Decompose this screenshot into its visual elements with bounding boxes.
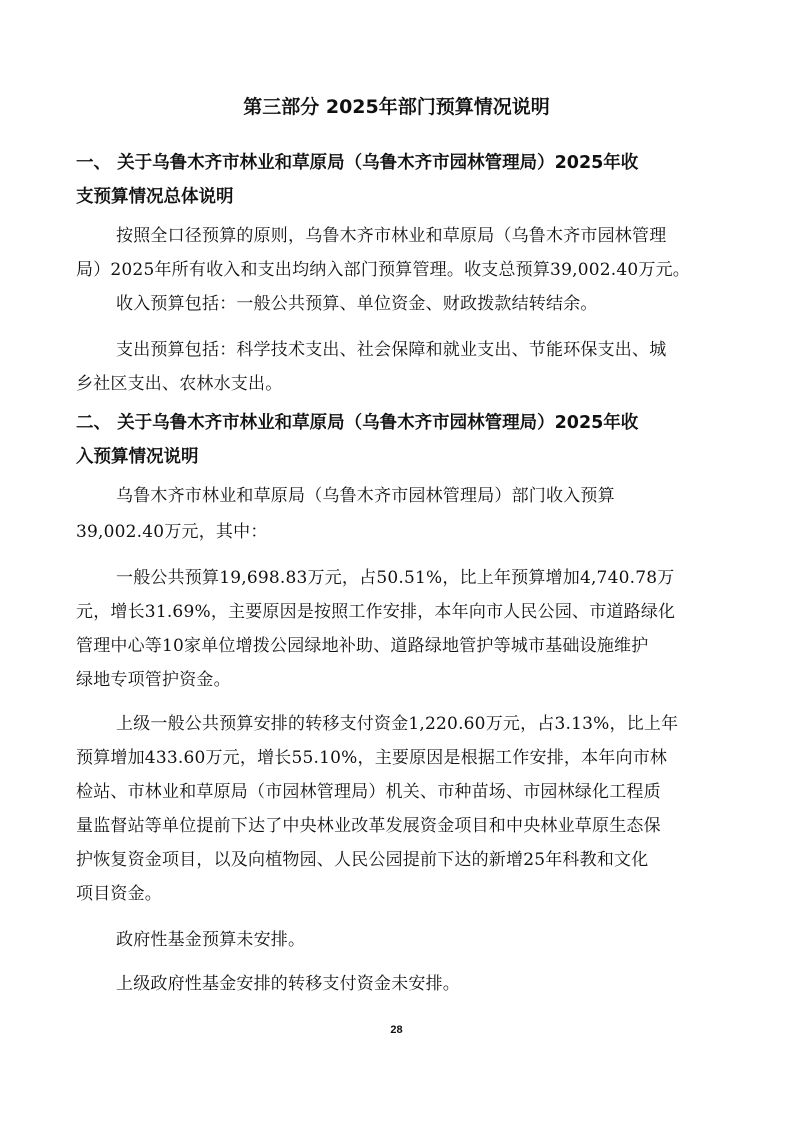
paragraph-line: 一般公共预算19,698.83万元，占50.51%，比上年预算增加4,740.78万 — [116, 568, 675, 588]
paragraph-line: 检站、市林业和草原局（市园林管理局）机关、市种苗场、市园林绿化工程质 — [76, 782, 661, 802]
paragraph-line: 支出预算包括：科学技术支出、社会保障和就业支出、节能环保支出、城 — [116, 340, 667, 360]
paragraph-line: 乌鲁木齐市林业和草原局（乌鲁木齐市园林管理局）部门收入预算 — [116, 486, 615, 506]
paragraph-line: 护恢复资金项目，以及向植物园、人民公园提前下达的新增25年科教和文化 — [76, 850, 649, 870]
section-2-heading-line-2: 入预算情况说明 — [76, 447, 199, 467]
paragraph-line: 绿地专项管护资金。 — [76, 670, 231, 690]
paragraph-line: 政府性基金预算未安排。 — [116, 930, 306, 950]
paragraph-line: 元，增长31.69%，主要原因是按照工作安排，本年向市人民公园、市道路绿化 — [76, 602, 676, 622]
section-1-heading-line-1: 一、 关于乌鲁木齐市林业和草原局（乌鲁木齐市园林管理局）2025年收 — [76, 153, 639, 173]
section-1-heading-line-2: 支预算情况总体说明 — [76, 187, 234, 207]
paragraph-line: 项目资金。 — [76, 884, 162, 904]
paragraph-line: 局）2025年所有收入和支出均纳入部门预算管理。收支总预算39,002.40万元。 — [76, 260, 690, 280]
paragraph-line: 乡社区支出、农林水支出。 — [76, 374, 283, 394]
paragraph-line: 39,002.40万元，其中： — [76, 522, 268, 542]
paragraph-line: 量监督站等单位提前下达了中央林业改革发展资金项目和中央林业草原生态保 — [76, 816, 661, 836]
paragraph-line: 管理中心等10家单位增拨公园绿地补助、道路绿地管护等城市基础设施维护 — [76, 636, 649, 656]
paragraph-line: 上级一般公共预算安排的转移支付资金1,220.60万元，占3.13%，比上年 — [116, 714, 679, 734]
paragraph-line: 上级政府性基金安排的转移支付资金未安排。 — [116, 974, 460, 994]
page-title: 第三部分 2025年部门预算情况说明 — [243, 96, 550, 118]
paragraph-line: 按照全口径预算的原则，乌鲁木齐市林业和草原局（乌鲁木齐市园林管理 — [116, 226, 667, 246]
page-number: 28 — [390, 1024, 403, 1036]
section-2-heading-line-1: 二、 关于乌鲁木齐市林业和草原局（乌鲁木齐市园林管理局）2025年收 — [76, 413, 639, 433]
section-2-heading — [76, 410, 716, 467]
section-1-heading — [76, 150, 716, 207]
paragraph-line: 收入预算包括：一般公共预算、单位资金、财政拨款结转结余。 — [116, 294, 598, 314]
paragraph-line: 预算增加433.60万元，增长55.10%，主要原因是根据工作安排，本年向市林 — [76, 748, 668, 768]
